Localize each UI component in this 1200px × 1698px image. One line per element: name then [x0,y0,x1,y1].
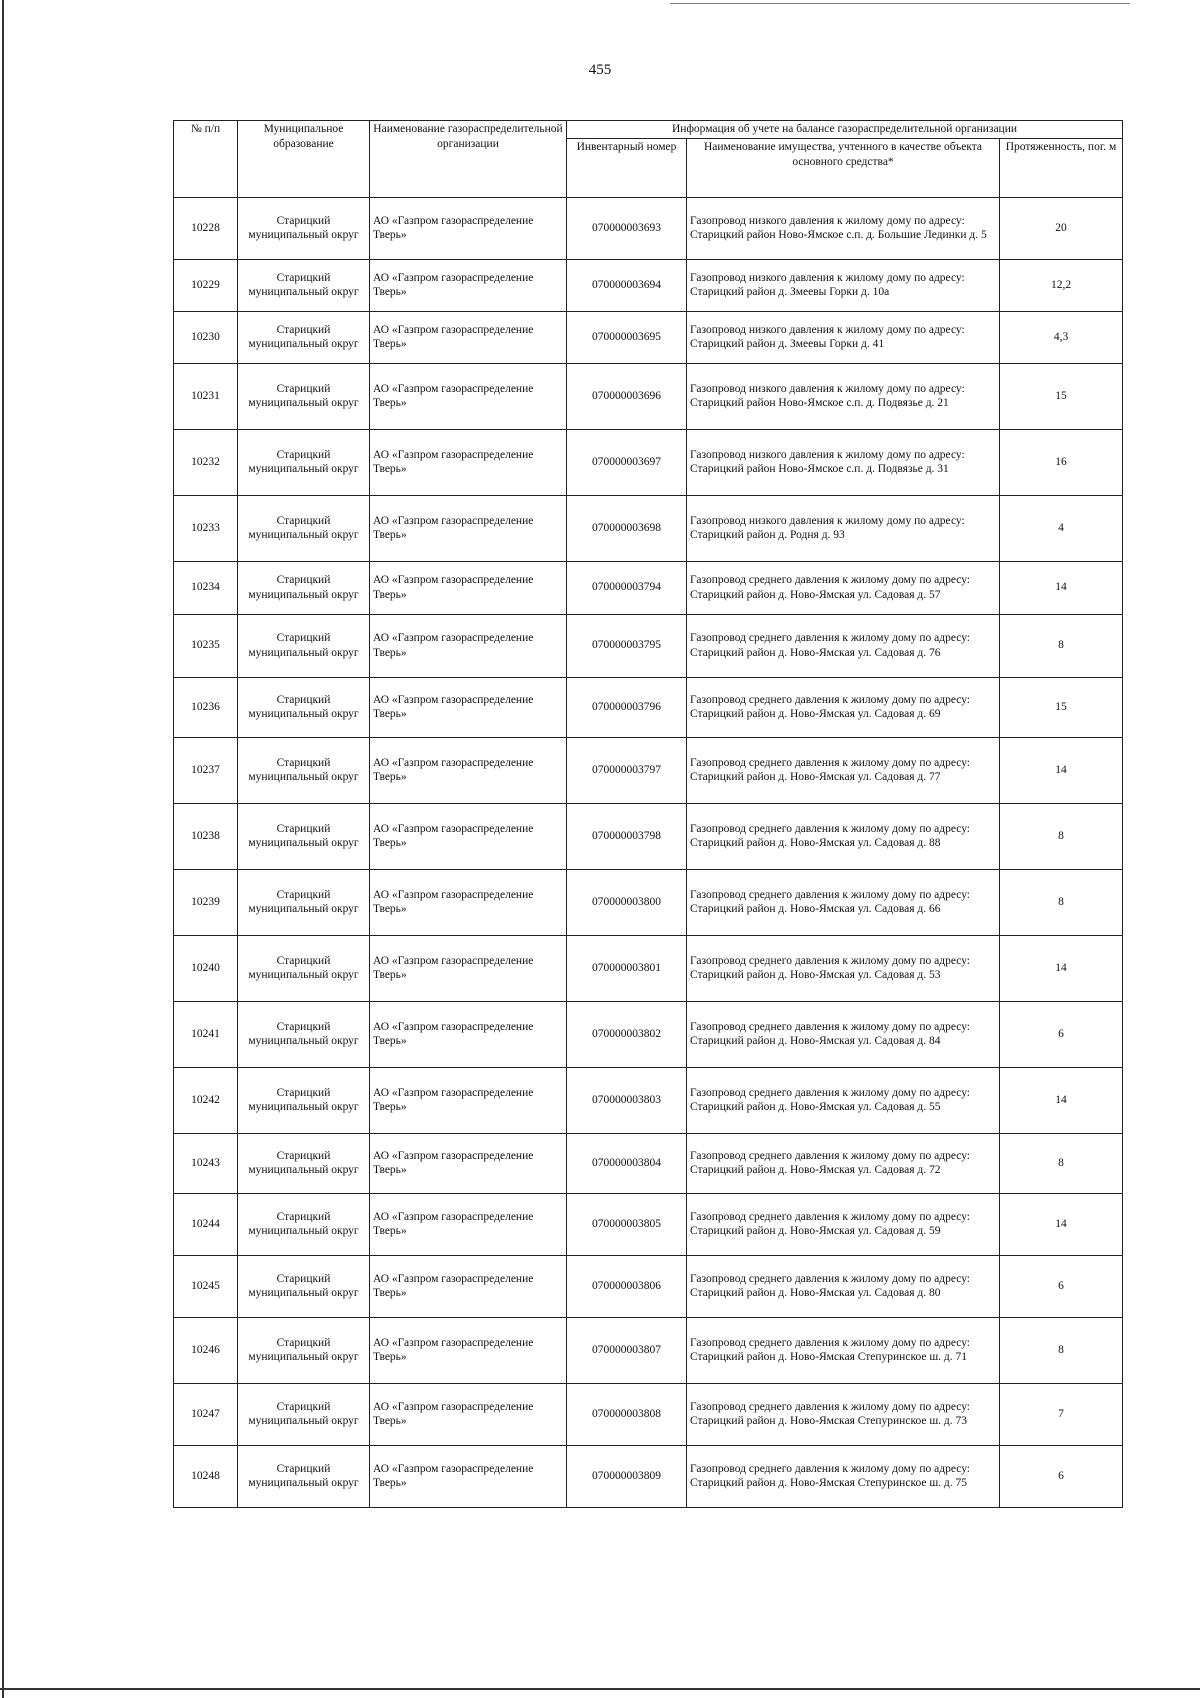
row-property-name: Газопровод низкого давления к жилому дому по адресу: Старицкий район Ново-Ямское с.п. д. Большие Лединки д. 5 [687,197,1000,259]
table-row [174,935,1123,1001]
row-property-name: Газопровод низкого давления к жилому дому по адресу: Старицкий район Ново-Ямское с.п. д. Подвязье д. 21 [687,363,1000,429]
row-inventory-number: 070000003696 [567,363,687,429]
row-inventory-number: 070000003795 [567,614,687,677]
row-organization: АО «Газпром газораспределение Тверь» [370,803,567,869]
table-row [174,614,1123,677]
row-property-name: Газопровод среднего давления к жилому дому по адресу: Старицкий район д. Ново-Ямская ул. Садовая д. 80 [687,1255,1000,1317]
row-length: 8 [1000,1317,1123,1383]
row-length: 14 [1000,737,1123,803]
row-length: 15 [1000,677,1123,737]
row-organization: АО «Газпром газораспределение Тверь» [370,1067,567,1133]
row-organization: АО «Газпром газораспределение Тверь» [370,1383,567,1445]
row-property-name: Газопровод среднего давления к жилому дому по адресу: Старицкий район д. Ново-Ямская ул. Садовая д. 59 [687,1193,1000,1255]
row-municipality: Старицкий муниципальный округ [238,677,370,737]
property-register-table [173,120,1123,1508]
row-organization: АО «Газпром газораспределение Тверь» [370,311,567,363]
page-number: 455 [588,62,612,78]
row-property-name: Газопровод среднего давления к жилому дому по адресу: Старицкий район д. Ново-Ямская Степуринское ш. д. 71 [687,1317,1000,1383]
row-organization: АО «Газпром газораспределение Тверь» [370,1255,567,1317]
row-inventory-number: 070000003801 [567,935,687,1001]
row-inventory-number: 070000003796 [567,677,687,737]
row-organization: АО «Газпром газораспределение Тверь» [370,869,567,935]
row-organization: АО «Газпром газораспределение Тверь» [370,561,567,614]
row-municipality: Старицкий муниципальный округ [238,1317,370,1383]
row-property-name: Газопровод низкого давления к жилому дому по адресу: Старицкий район д. Змеевы Горки д. 10а [687,259,1000,311]
row-number: 10248 [174,1445,238,1507]
table-row [174,677,1123,737]
row-property-name: Газопровод среднего давления к жилому дому по адресу: Старицкий район д. Ново-Ямская ул. Садовая д. 53 [687,935,1000,1001]
row-inventory-number: 070000003800 [567,869,687,935]
table-row [174,1001,1123,1067]
row-property-name: Газопровод среднего давления к жилому дому по адресу: Старицкий район д. Ново-Ямская ул. Садовая д. 57 [687,561,1000,614]
row-municipality: Старицкий муниципальный округ [238,869,370,935]
row-number: 10246 [174,1317,238,1383]
row-inventory-number: 070000003798 [567,803,687,869]
row-municipality: Старицкий муниципальный округ [238,495,370,561]
row-property-name: Газопровод среднего давления к жилому дому по адресу: Старицкий район д. Ново-Ямская Степуринское ш. д. 73 [687,1383,1000,1445]
row-organization: АО «Газпром газораспределение Тверь» [370,197,567,259]
row-property-name: Газопровод среднего давления к жилому дому по адресу: Старицкий район д. Ново-Ямская ул. Садовая д. 88 [687,803,1000,869]
row-municipality: Старицкий муниципальный округ [238,1133,370,1193]
row-organization: АО «Газпром газораспределение Тверь» [370,1133,567,1193]
header-num: № п/п [174,121,238,198]
row-property-name: Газопровод среднего давления к жилому дому по адресу: Старицкий район д. Ново-Ямская ул. Садовая д. 84 [687,1001,1000,1067]
row-length: 8 [1000,803,1123,869]
row-inventory-number: 070000003693 [567,197,687,259]
row-organization: АО «Газпром газораспределение Тверь» [370,1445,567,1507]
table-row [174,311,1123,363]
row-organization: АО «Газпром газораспределение Тверь» [370,935,567,1001]
table-row [174,1317,1123,1383]
row-inventory-number: 070000003794 [567,561,687,614]
row-inventory-number: 070000003809 [567,1445,687,1507]
row-organization: АО «Газпром газораспределение Тверь» [370,614,567,677]
row-inventory-number: 070000003695 [567,311,687,363]
table-row [174,363,1123,429]
row-number: 10244 [174,1193,238,1255]
table-row [174,1193,1123,1255]
table-row [174,197,1123,259]
row-number: 10235 [174,614,238,677]
row-municipality: Старицкий муниципальный округ [238,1445,370,1507]
row-property-name: Газопровод среднего давления к жилому дому по адресу: Старицкий район д. Ново-Ямская ул. Садовая д. 66 [687,869,1000,935]
row-municipality: Старицкий муниципальный округ [238,1193,370,1255]
scan-left-edge [2,0,4,1698]
table-row [174,869,1123,935]
row-length: 14 [1000,1193,1123,1255]
row-number: 10245 [174,1255,238,1317]
row-inventory-number: 070000003698 [567,495,687,561]
table-row [174,737,1123,803]
table-row [174,1445,1123,1507]
row-municipality: Старицкий муниципальный округ [238,561,370,614]
row-inventory-number: 070000003807 [567,1317,687,1383]
table-row [174,1133,1123,1193]
row-organization: АО «Газпром газораспределение Тверь» [370,1317,567,1383]
row-number: 10236 [174,677,238,737]
table-row [174,495,1123,561]
row-number: 10228 [174,197,238,259]
row-organization: АО «Газпром газораспределение Тверь» [370,1001,567,1067]
row-property-name: Газопровод низкого давления к жилому дому по адресу: Старицкий район д. Родня д. 93 [687,495,1000,561]
row-number: 10232 [174,429,238,495]
row-municipality: Старицкий муниципальный округ [238,737,370,803]
table-row [174,1383,1123,1445]
row-property-name: Газопровод среднего давления к жилому дому по адресу: Старицкий район д. Ново-Ямская ул. Садовая д. 76 [687,614,1000,677]
table-row [174,1067,1123,1133]
row-length: 6 [1000,1255,1123,1317]
row-inventory-number: 070000003808 [567,1383,687,1445]
header-length: Протяженность, пог. м [1000,138,1123,197]
row-inventory-number: 070000003806 [567,1255,687,1317]
row-property-name: Газопровод среднего давления к жилому дому по адресу: Старицкий район д. Ново-Ямская ул. Садовая д. 72 [687,1133,1000,1193]
row-municipality: Старицкий муниципальный округ [238,1067,370,1133]
row-municipality: Старицкий муниципальный округ [238,197,370,259]
table-row [174,561,1123,614]
row-number: 10237 [174,737,238,803]
row-number: 10238 [174,803,238,869]
row-length: 8 [1000,1133,1123,1193]
row-inventory-number: 070000003694 [567,259,687,311]
row-organization: АО «Газпром газораспределение Тверь» [370,429,567,495]
row-property-name: Газопровод низкого давления к жилому дому по адресу: Старицкий район д. Змеевы Горки д. 41 [687,311,1000,363]
row-length: 14 [1000,1067,1123,1133]
row-length: 14 [1000,935,1123,1001]
row-number: 10240 [174,935,238,1001]
header-inventory-number: Инвентарный номер [567,138,687,197]
row-municipality: Старицкий муниципальный округ [238,614,370,677]
header-property-name: Наименование имущества, учтенного в качестве объекта основного средства* [687,138,1000,197]
table-row [174,803,1123,869]
row-organization: АО «Газпром газораспределение Тверь» [370,677,567,737]
table-row [174,1255,1123,1317]
row-length: 8 [1000,614,1123,677]
scan-bottom-rule [0,1688,1200,1690]
row-property-name: Газопровод среднего давления к жилому дому по адресу: Старицкий район д. Ново-Ямская ул. Садовая д. 69 [687,677,1000,737]
header-balance-info: Информация об учете на балансе газораспределительной организации [567,121,1123,139]
row-number: 10242 [174,1067,238,1133]
row-municipality: Старицкий муниципальный округ [238,363,370,429]
table-row [174,259,1123,311]
row-municipality: Старицкий муниципальный округ [238,429,370,495]
row-number: 10243 [174,1133,238,1193]
row-organization: АО «Газпром газораспределение Тверь» [370,1193,567,1255]
row-length: 20 [1000,197,1123,259]
row-number: 10230 [174,311,238,363]
header-organization: Наименование газораспределительной организации [370,121,567,198]
row-organization: АО «Газпром газораспределение Тверь» [370,259,567,311]
row-inventory-number: 070000003802 [567,1001,687,1067]
row-length: 8 [1000,869,1123,935]
row-municipality: Старицкий муниципальный округ [238,1001,370,1067]
row-length: 15 [1000,363,1123,429]
row-number: 10231 [174,363,238,429]
row-length: 4,3 [1000,311,1123,363]
row-number: 10241 [174,1001,238,1067]
row-length: 14 [1000,561,1123,614]
row-property-name: Газопровод среднего давления к жилому дому по адресу: Старицкий район д. Ново-Ямская ул. Садовая д. 55 [687,1067,1000,1133]
row-property-name: Газопровод низкого давления к жилому дому по адресу: Старицкий район Ново-Ямское с.п. д. Подвязье д. 31 [687,429,1000,495]
row-organization: АО «Газпром газораспределение Тверь» [370,363,567,429]
row-property-name: Газопровод среднего давления к жилому дому по адресу: Старицкий район д. Ново-Ямская ул. Садовая д. 77 [687,737,1000,803]
scan-top-rule [670,3,1130,4]
row-municipality: Старицкий муниципальный округ [238,311,370,363]
row-inventory-number: 070000003804 [567,1133,687,1193]
row-number: 10229 [174,259,238,311]
row-number: 10233 [174,495,238,561]
row-organization: АО «Газпром газораспределение Тверь» [370,495,567,561]
row-property-name: Газопровод среднего давления к жилому дому по адресу: Старицкий район д. Ново-Ямская Степуринское ш. д. 75 [687,1445,1000,1507]
row-length: 16 [1000,429,1123,495]
row-inventory-number: 070000003805 [567,1193,687,1255]
row-municipality: Старицкий муниципальный округ [238,259,370,311]
row-inventory-number: 070000003697 [567,429,687,495]
row-length: 4 [1000,495,1123,561]
row-number: 10239 [174,869,238,935]
row-municipality: Старицкий муниципальный округ [238,935,370,1001]
table-body [174,197,1123,1507]
row-length: 7 [1000,1383,1123,1445]
row-length: 6 [1000,1445,1123,1507]
header-row-1 [174,121,1123,139]
row-number: 10234 [174,561,238,614]
row-municipality: Старицкий муниципальный округ [238,803,370,869]
row-inventory-number: 070000003797 [567,737,687,803]
row-municipality: Старицкий муниципальный округ [238,1255,370,1317]
header-municipality: Муниципальное образование [238,121,370,198]
row-length: 6 [1000,1001,1123,1067]
row-organization: АО «Газпром газораспределение Тверь» [370,737,567,803]
row-inventory-number: 070000003803 [567,1067,687,1133]
row-length: 12,2 [1000,259,1123,311]
row-number: 10247 [174,1383,238,1445]
row-municipality: Старицкий муниципальный округ [238,1383,370,1445]
table-row [174,429,1123,495]
